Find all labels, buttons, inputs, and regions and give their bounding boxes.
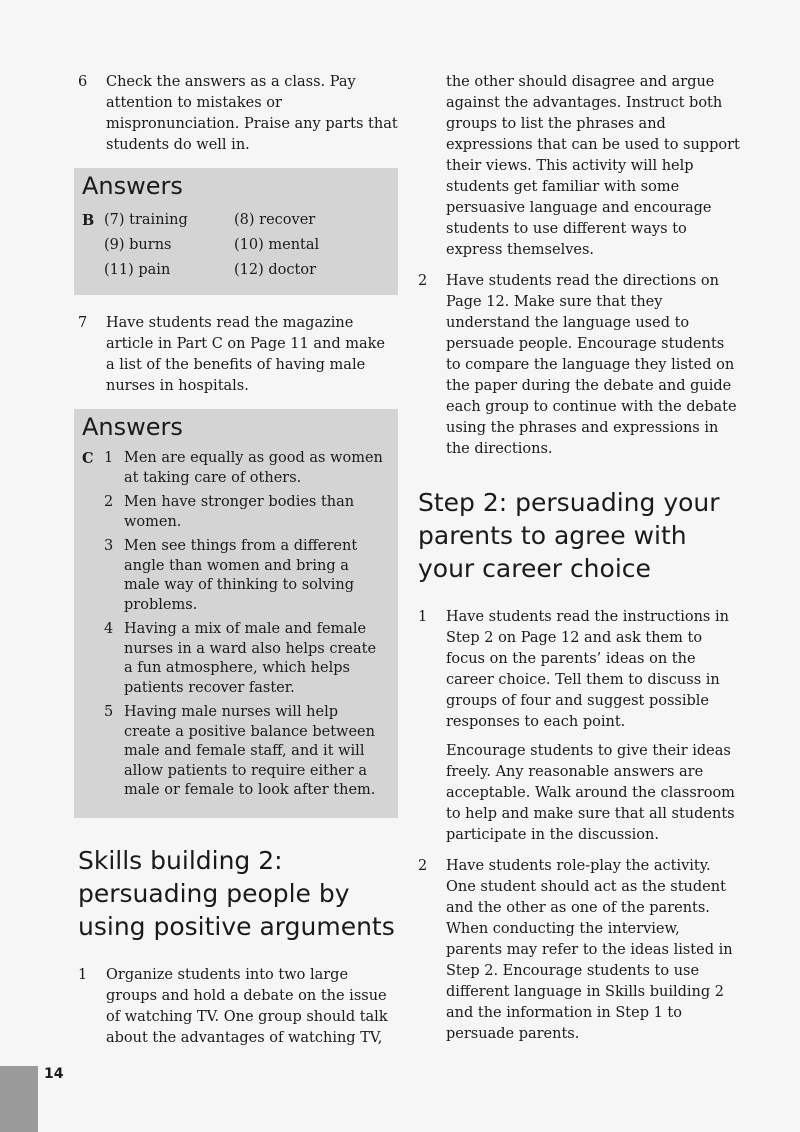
answer-cell: (7) training — [104, 212, 188, 228]
answers-row — [82, 233, 386, 258]
item-number: 2 — [418, 273, 428, 289]
answers-b-table — [82, 208, 386, 283]
section-heading-skills: Skills building 2: persuading people by using positive arguments — [78, 845, 395, 941]
answer-item: 4 Having a mix of male and female nurses in a ward also helps create a fun atmosphere, which helps patients recover faster. — [104, 621, 377, 696]
answer-item: 3 Men see things from a different angle than women and bring a male way of thinking to solving problems. — [104, 538, 358, 613]
instruction-item-6 — [78, 72, 398, 156]
answers-box-c — [74, 409, 398, 818]
answers-letter: B — [82, 212, 95, 229]
answers-title: Answers — [82, 172, 183, 200]
answers-row — [82, 208, 386, 233]
answers-row — [82, 258, 386, 283]
item-number: 1 — [78, 966, 88, 983]
item-number: 2 — [418, 858, 428, 874]
right-column — [418, 72, 740, 1055]
item-number: 7 — [78, 315, 88, 331]
item-text: Organize students into two large groups and hold a debate on the issue of watching TV. One group should talk about the advantages of watching TV, — [106, 966, 388, 1046]
continued-paragraph — [418, 72, 740, 261]
item-text: Check the answers as a class. Pay attention to mistakes or mispronunciation. Praise any parts that students do well in. — [106, 74, 398, 153]
page-edge-bar — [0, 1066, 38, 1132]
left-column — [78, 72, 398, 1059]
page-number: 14 — [44, 1066, 64, 1082]
instruction-item-2 — [418, 271, 740, 460]
answer-cell: (11) pain — [104, 262, 171, 278]
instruction-item-1 — [78, 965, 398, 1049]
answer-cell: (10) mental — [234, 237, 320, 253]
item-text: Have students role-play the activity. One student should act as the student and the other as one of the parents. When conducting the interview, parents may refer to the ideas listed in Step 2. Encourage students to use different language in Skills building 2 and the information in Step 1 to persuade parents. — [446, 858, 733, 1042]
answers-title: Answers — [82, 413, 183, 441]
instruction-item-7 — [78, 313, 398, 397]
answers-box-b — [74, 168, 398, 295]
answer-item: 5 Having male nurses will help create a positive balance between male and female staff, and it will allow patients to require either a male or female to look after them. — [104, 704, 376, 798]
answer-cell: (9) burns — [104, 237, 172, 253]
answer-item: 1 Men are equally as good as women at taking care of others. — [104, 450, 383, 486]
item-text: Encourage students to give their ideas freely. Any reasonable answers are acceptable. Walk around the classroom to help and make sure that all students participate in the discussion. — [446, 743, 735, 843]
item-text: Have students read the directions on Page 12. Make sure that they understand the language used to persuade people. Encourage students to compare the language they listed on the paper during the debate and guide each group to continue with the debate using the phrases and expressions in the directions. — [446, 273, 737, 457]
step-item-2 — [418, 856, 740, 1045]
item-text: the other should disagree and argue against the advantages. Instruct both groups to list the phrases and expressions that can be used to support their views. This activity will help students get familiar with some persuasive language and encourage students to use different ways to express themselves. — [446, 74, 740, 258]
answers-letter: C — [82, 450, 94, 467]
answer-item: 2 Men have stronger bodies than women. — [104, 494, 355, 530]
item-text: Have students read the magazine article in Part C on Page 11 and make a list of the benefits of having male nurses in hospitals. — [106, 315, 385, 394]
step-item-1 — [418, 607, 740, 846]
answer-cell: (12) doctor — [234, 262, 316, 278]
section-heading-step2: Step 2: persuading your parents to agree with your career choice — [418, 488, 720, 583]
item-number: 6 — [78, 74, 88, 90]
item-number: 1 — [418, 609, 428, 625]
item-text: Have students read the instructions in Step 2 on Page 12 and ask them to focus on the parents’ ideas on the career choice. Tell them to discuss in groups of four and suggest possible responses to each point. — [446, 609, 729, 730]
answers-c-list — [82, 449, 386, 806]
answer-cell: (8) recover — [234, 212, 316, 228]
